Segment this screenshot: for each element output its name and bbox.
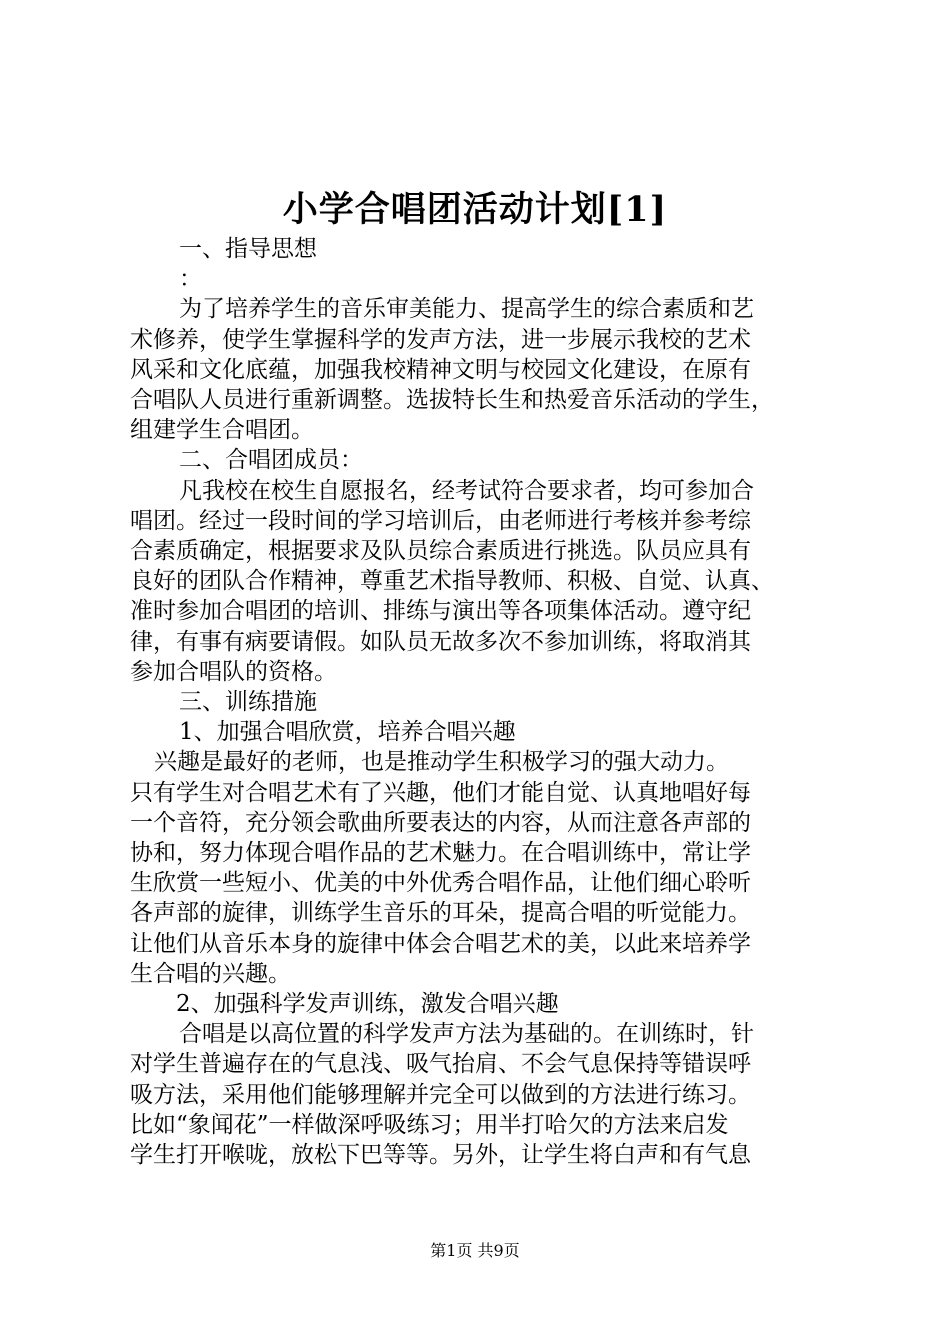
text-line: 凡我校在校生自愿报名，经考试符合要求者，均可参加合 (179, 477, 754, 504)
text-line: 合素质确定，根据要求及队员综合素质进行挑选。队员应具有 (130, 538, 751, 565)
text-line: 比如“象闻花”一样做深呼吸练习；用半打哈欠的方法来启发 (130, 1111, 729, 1138)
text-line: 吸方法，采用他们能够理解并完全可以做到的方法进行练习。 (130, 1081, 751, 1108)
page-title: 小学合唱团活动计划[1] (282, 189, 668, 230)
text-line: 对学生普遍存在的气息浅、吸气抬肩、不会气息保持等错误呼 (130, 1051, 751, 1078)
text-line: 合唱是以高位置的科学发声方法为基础的。在训练时，针 (179, 1021, 754, 1048)
document-body (130, 210, 830, 1170)
text-line: 生欣赏一些短小、优美的中外优秀合唱作品，让他们细心聆听 (130, 870, 751, 897)
text-line: 三、训练措施 (179, 689, 317, 716)
text-line: 律，有事有病要请假。如队员无故多次不参加训练，将取消其 (130, 628, 751, 655)
text-line: 2、加强科学发声训练，激发合唱兴趣 (176, 991, 559, 1018)
text-line: ： (179, 266, 202, 293)
text-line: 术修养，使学生掌握科学的发声方法，进一步展示我校的艺术 (130, 326, 751, 353)
text-line: 1、加强合唱欣赏，培养合唱兴趣 (179, 719, 516, 746)
text-line: 一、指导思想 (179, 236, 317, 262)
text-line: 一个音符，充分领会歌曲所要表达的内容，从而注意各声部的 (130, 809, 751, 836)
text-line: 为了培养学生的音乐审美能力、提高学生的综合素质和艺 (179, 296, 754, 323)
text-line: 只有学生对合唱艺术有了兴趣，他们才能自觉、认真地唱好每 (130, 779, 751, 806)
text-line: 学生打开喉咙，放松下巴等等。另外，让学生将白声和有气息 (130, 1142, 751, 1169)
text-line: 参加合唱队的资格。 (130, 658, 337, 685)
text-line: 各声部的旋律，训练学生音乐的耳朵，提高合唱的听觉能力。 (130, 900, 751, 927)
text-line: 唱团。经过一段时间的学习培训后，由老师进行考核并参考综 (130, 507, 751, 534)
text-line: 让他们从音乐本身的旋律中体会合唱艺术的美，以此来培养学 (130, 930, 751, 957)
text-line: 生合唱的兴趣。 (130, 960, 291, 987)
text-line: 准时参加合唱团的培训、排练与演出等各项集体活动。遵守纪 (130, 598, 751, 625)
text-line: 合唱队人员进行重新调整。选拔特长生和热爱音乐活动的学生， (130, 387, 774, 414)
text-line: 协和，努力体现合唱作品的艺术魅力。在合唱训练中，常让学 (130, 840, 751, 867)
text-line: 组建学生合唱团。 (130, 417, 314, 444)
page-footer: 第1页 共9页 (430, 1241, 520, 1260)
text-line: 良好的团队合作精神，尊重艺术指导教师、积极、自觉、认真、 (130, 568, 774, 595)
text-line: 二、合唱团成员： (179, 447, 363, 474)
text-line: 兴趣是最好的老师，也是推动学生积极学习的强大动力。 (154, 749, 729, 776)
text-line: 风采和文化底蕴，加强我校精神文明与校园文化建设，在原有 (130, 356, 751, 383)
